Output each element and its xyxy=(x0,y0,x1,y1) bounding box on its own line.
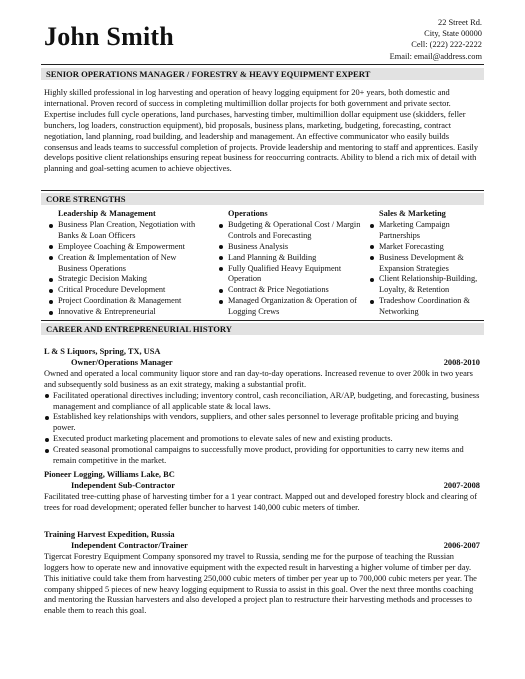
strength-item: Tradeshow Coordination & Networking xyxy=(368,296,483,318)
strength-item: Land Planning & Building xyxy=(217,253,367,264)
job-bullet: Created seasonal promotional campaigns to successfully move product, providing for opportunities to carry new items and remain competitive in the market. xyxy=(44,445,480,467)
professional-summary: Highly skilled professional in log harvesting and operation of heavy logging equipment for 20+ years, both domestic and international. Proven record of success in completing multimillion dollar projects for both government and private sector. Expertise includes full cycle operations, land purchases, harvesting timber, multimillion dollar equipment use (skidders, feller bunchers, log loaders, construction equipment), bid proposals, business plans, marketing, budgeting, forecasting, contract negotiation, land planning, road building, and leadership and management. An effective communicator who easily builds consensus and leads teams to successful completion of projects. Provide leadership and mentoring to staff and apprentices. Easily develops positive client relationships ensuring repeat business for reoccurring contracts. Ability to blend a rich mix of detail with planning and goal-setting acumen to achieve objectives. xyxy=(44,88,479,174)
strength-item: Managed Organization & Operation of Logging Crews xyxy=(217,296,367,318)
strengths-column-heading: Leadership & Management xyxy=(58,209,156,218)
candidate-name: John Smith xyxy=(44,22,174,51)
job-bullets xyxy=(44,391,480,467)
job-title: Independent Contractor/Trainer xyxy=(71,540,188,550)
job-dates: 2007-2008 xyxy=(443,480,480,490)
strength-item: Marketing Campaign Partnerships xyxy=(368,220,483,242)
strengths-column-leadership xyxy=(47,209,205,318)
job-description: Facilitated tree-cutting phase of harvesting timber for a 1 year contract. Mapped out and developed forestry block and clearing of trees for road development; operated feller buncher to harvest 140,000 cubic meters of timber. xyxy=(44,491,478,512)
contact-address: 22 Street Rd. xyxy=(438,18,482,27)
contact-block xyxy=(390,17,482,62)
strengths-column-heading: Operations xyxy=(228,209,268,218)
strength-item: Critical Procedure Development xyxy=(47,285,205,296)
job-title-line xyxy=(44,481,480,492)
strength-item: Fully Qualified Heavy Equipment Operation xyxy=(217,264,367,286)
strength-item: Business Plan Creation, Negotiation with Banks & Loan Officers xyxy=(47,220,205,242)
header-divider xyxy=(41,64,484,65)
job-dates: 2008-2010 xyxy=(443,357,480,367)
contact-city: City, State 00000 xyxy=(424,29,482,39)
strengths-divider xyxy=(41,190,484,191)
job-entry xyxy=(44,530,480,617)
strengths-column-heading: Sales & Marketing xyxy=(379,209,446,218)
job-title: Independent Sub-Contractor xyxy=(71,480,176,490)
strengths-list xyxy=(368,220,483,318)
strength-item: Business Analysis xyxy=(217,242,367,253)
strength-item: Creation & Implementation of New Business Operations xyxy=(47,253,205,275)
strength-item: Strategic Decision Making xyxy=(47,274,205,285)
job-employer: Pioneer Logging, Williams Lake, BC xyxy=(44,470,175,479)
job-bullet: Established key relationships with vendors, suppliers, and other sales personnel to leverage profitable pricing and buying power. xyxy=(44,412,480,434)
job-title-line xyxy=(44,358,480,369)
strength-item: Innovative & Entrepreneurial xyxy=(47,307,205,318)
strengths-list xyxy=(47,220,205,318)
job-entry xyxy=(44,470,480,514)
job-employer: Training Harvest Expedition, Russia xyxy=(44,530,175,539)
history-divider xyxy=(41,320,484,321)
core-strengths-heading: CORE STRENGTHS xyxy=(41,193,484,205)
strength-item: Contract & Price Negotiations xyxy=(217,285,367,296)
contact-cell: Cell: (222) 222-2222 xyxy=(411,40,482,50)
strengths-column-operations xyxy=(217,209,367,318)
strength-item: Budgeting & Operational Cost / Margin Controls and Forecasting xyxy=(217,220,367,242)
job-bullet: Executed product marketing placement and promotions to elevate sales of new and existing products. xyxy=(44,434,480,445)
strength-item: Business Development & Expansion Strategies xyxy=(368,253,483,275)
job-dates: 2006-2007 xyxy=(443,540,480,550)
strength-item: Market Forecasting xyxy=(368,242,483,253)
job-bullet: Facilitated operational directives including; inventory control, cash reconciliation, AR/AP, budgeting, and forecasting, business management and compliance of all applicable state & local laws. xyxy=(44,391,480,413)
strengths-list xyxy=(217,220,367,318)
strength-item: Project Coordination & Management xyxy=(47,296,205,307)
job-title-line xyxy=(44,541,480,552)
job-title: Owner/Operations Manager xyxy=(71,357,173,367)
strength-item: Employee Coaching & Empowerment xyxy=(47,242,205,253)
strength-item: Client Relationship-Building, Loyalty, & Retention xyxy=(368,274,483,296)
strengths-column-sales xyxy=(368,209,483,318)
job-entry xyxy=(44,347,480,467)
career-history-heading: CAREER AND ENTREPRENEURIAL HISTORY xyxy=(41,323,484,335)
job-description: Owned and operated a local community liquor store and ran day-to-day operations. Increased revenue to over 200k in two years and subsequently sold business as an exit strategy, making a substantial profit. xyxy=(44,368,473,389)
job-description: Tigercat Forestry Equipment Company sponsored my travel to Russia, sending me for the purpose of teaching the Russian loggers how to operate new and innovative equipment with the expected result in harvesting a higher volume of timber per day. This initiative could take them from harvesting 250,000 cubic meters of timber per year up to 700,000 cubic meters per year. The company shipped 5 pieces of new heavy logging equipment to Russia to assist in this goal. Over the next three months coaching and mentoring the Russian harvesters and also developed a project plan to restructure their harvesting methods and processes to enable them to reach this goal. xyxy=(44,551,477,616)
job-employer: L & S Liquors, Spring, TX, USA xyxy=(44,347,161,356)
contact-email: Email: email@address.com xyxy=(389,51,482,61)
headline-bar: SENIOR OPERATIONS MANAGER / FORESTRY & HEAVY EQUIPMENT EXPERT xyxy=(41,68,484,80)
